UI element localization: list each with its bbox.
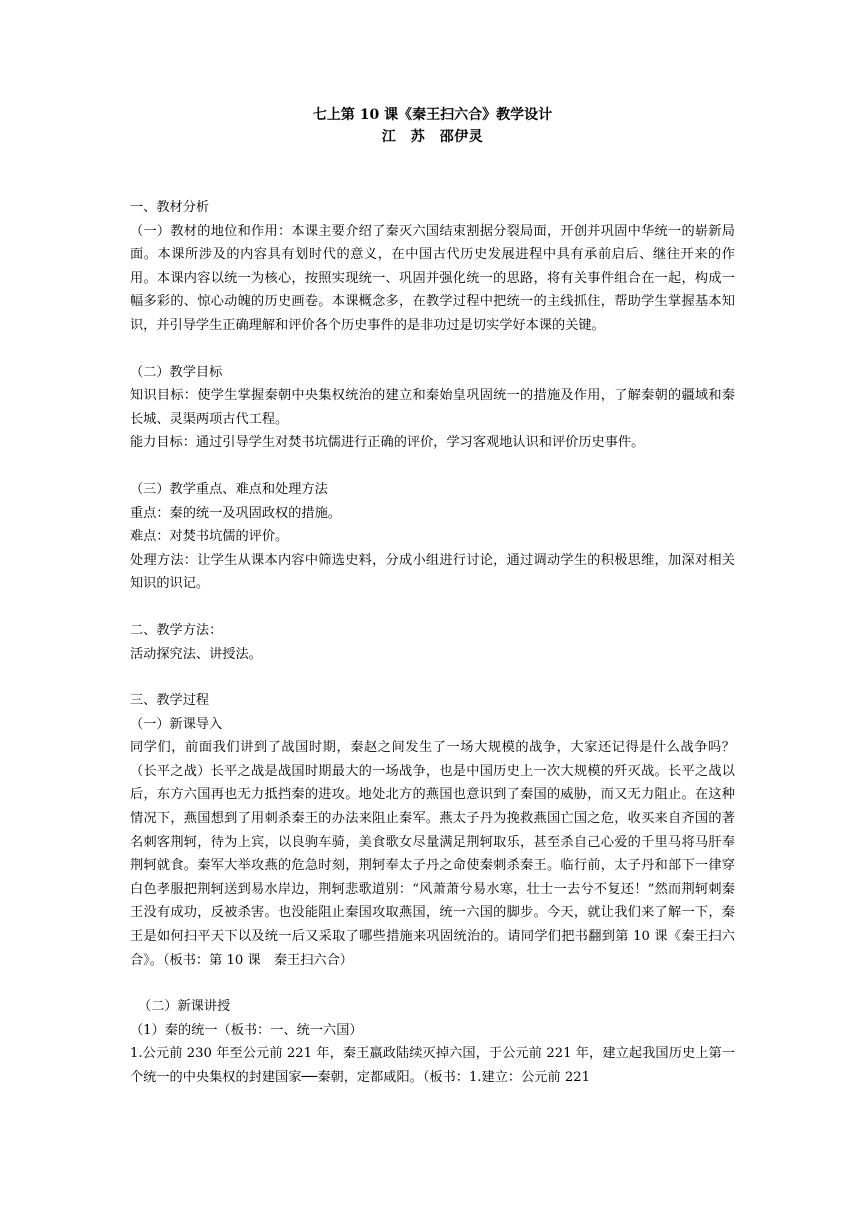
section-heading-teaching-process: 三、教学过程 xyxy=(130,693,210,709)
subheading-key-points: （三）教学重点、难点和处理方法 xyxy=(130,481,328,497)
document-page xyxy=(130,104,735,1090)
subheading-qin-unification: （1）秦的统一（板书：一、统一六国） xyxy=(130,1022,363,1038)
paragraph-difficult-point: 难点：对焚书坑儒的评价。 xyxy=(130,529,289,545)
document-author: 江 苏 邵伊灵 xyxy=(381,129,484,145)
spacer xyxy=(130,338,735,361)
section-heading-textbook-analysis: 一、教材分析 xyxy=(130,200,210,215)
paragraph-introduction: 同学们，前面我们讲到了战国时期，秦赵之间发生了一场大规模的战争，大家还记得是什么战争吗？（长平之战）长平之战是战国时期最大的一场战争，也是中国历史上一次大规模的歼灭战。长平之战以后，东方六国再也无力抵挡秦的进攻。地处北方的燕国也意识到了秦国的威胁，而又无力阻止。在这种情况下，燕国想到了用刺杀秦王的办法来阻止秦军。燕太子丹为挽救燕国亡国之危，收买来自齐国的著名刺客荆轲，待为上宾，以良驹车骑，美食歌女尽量满足荆轲取乐，甚至杀自己心爱的千里马将马肝奉荆轲就食。秦军大举攻燕的危急时刻，荆轲奉太子丹之命使秦刺杀秦王。临行前，太子丹和部下一律穿白色孝服把荆轲送到易水岸边，荆轲悲歌道别：“风萧萧兮易水寒，壮士一去兮不复还！”然而荆轲刺秦王没有成功，反被杀害。也没能阻止秦国攻取燕国，统一六国的脚步。今天，就让我们来了解一下，秦王是如何扫平天下以及统一后又采取了哪些措施来巩固统治的。请同学们把书翻到第 10 课《秦王扫六合》。（板书：第 10 课 秦王扫六合） xyxy=(130,740,735,968)
spacer xyxy=(130,972,735,995)
subheading-introduction: （一）新课导入 xyxy=(130,716,223,732)
subheading-new-lesson: （二）新课讲授 xyxy=(138,999,231,1015)
paragraph-key-point: 重点：秦的统一及巩固政权的措施。 xyxy=(130,505,341,521)
spacer xyxy=(130,596,735,619)
document-title: 七上第 10 课《秦王扫六合》教学设计 xyxy=(312,107,553,123)
paragraph-knowledge-objective: 知识目标：使学生掌握秦朝中央集权统治的建立和秦始皇巩固统一的措施及作用，了解秦朝的疆域和秦长城、灵渠两项古代工程。 xyxy=(130,388,735,427)
paragraph-ability-objective: 能力目标：通过引导学生对焚书坑儒进行正确的评价，学习客观地认识和评价历史事件。 xyxy=(130,435,645,451)
subheading-teaching-objectives: （二）教学目标 xyxy=(130,364,223,380)
paragraph-teaching-methods: 活动探究法、讲授法。 xyxy=(130,646,262,662)
spacer xyxy=(130,455,735,478)
paragraph-unification-item-1: 1.公元前 230 年至公元前 221 年，秦王嬴政陆续灭掉六国，于公元前 221 年，建立起我国历史上第一个统一的中央集权的封建国家──秦朝，定都咸阳。（板书：1.建立：公元前 221 xyxy=(130,1046,735,1085)
section-heading-teaching-methods: 二、教学方法： xyxy=(130,622,223,638)
paragraph-role-and-function: （一）教材的地位和作用：本课主要介绍了秦灭六国结束割据分裂局面，开创并巩固中华统一的崭新局面。本课所涉及的内容具有划时代的意义，在中国古代历史发展进程中具有承前启后、继往开来的作用。本课内容以统一为核心，按照实现统一、巩固并强化统一的思路，将有关事件组合在一起，构成一幅多彩的、惊心动魄的历史画卷。本课概念多，在教学过程中把统一的主线抓住，帮助学生掌握基本知识，并引导学生正确理解和评价各个历史事件的是非功过是切实学好本课的关键。 xyxy=(130,223,735,333)
spacer xyxy=(130,148,735,196)
spacer xyxy=(130,666,735,689)
paragraph-handling-method: 处理方法：让学生从课本内容中筛选史料，分成小组进行讨论，通过调动学生的积极思维，加深对相关知识的识记。 xyxy=(130,552,735,592)
